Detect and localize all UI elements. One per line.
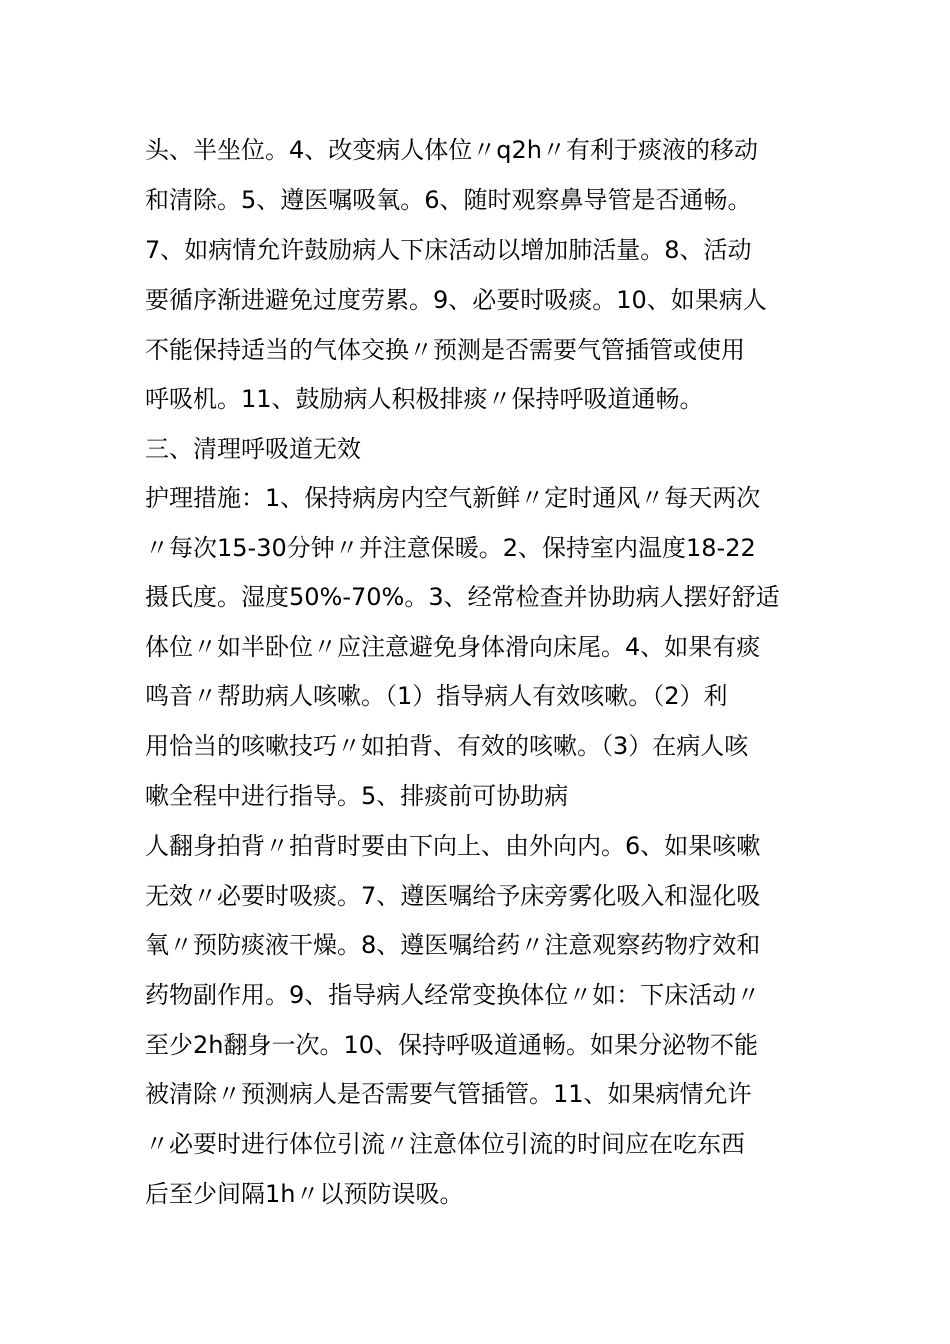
- section-heading: 三、清理呼吸道无效: [145, 435, 361, 463]
- text-line: 呼吸机。11、鼓励病人积极排痰〃保持呼吸道通畅。: [145, 385, 704, 413]
- text-line: 人翻身拍背〃拍背时要由下向上、由外向内。6、如果咳嗽: [145, 832, 761, 860]
- text-line: 体位〃如半卧位〃应注意避免身体滑向床尾。4、如果有痰: [145, 633, 761, 661]
- text-line: 〃必要时进行体位引流〃注意体位引流的时间应在吃东西: [145, 1130, 745, 1158]
- text-line: 氧〃预防痰液干燥。8、遵医嘱给药〃注意观察药物疗效和: [145, 931, 761, 959]
- text-line: 至少2h翻身一次。10、保持呼吸道通畅。如果分泌物不能: [145, 1031, 759, 1059]
- text-line: 和清除。5、遵医嘱吸氧。6、随时观察鼻导管是否通畅。: [145, 186, 752, 214]
- text-line: 护理措施：1、保持病房内空气新鲜〃定时通风〃每天两次: [145, 484, 761, 512]
- text-line: 被清除〃预测病人是否需要气管插管。11、如果病情允许: [145, 1080, 752, 1108]
- text-line: 要循序渐进避免过度劳累。9、必要时吸痰。10、如果病人: [145, 286, 767, 314]
- text-line: 头、半坐位。4、改变病人体位〃q2h〃有利于痰液的移动: [145, 136, 758, 164]
- text-line: 药物副作用。9、指导病人经常变换体位〃如：下床活动〃: [145, 981, 761, 1009]
- text-line: 嗽全程中进行指导。5、排痰前可协助病: [145, 782, 569, 810]
- text-line: 〃每次15-30分钟〃并注意保暖。2、保持室内温度18-22: [145, 534, 756, 562]
- text-line: 无效〃必要时吸痰。7、遵医嘱给予床旁雾化吸入和湿化吸: [145, 882, 761, 910]
- text-line: 鸣音〃帮助病人咳嗽。（1）指导病人有效咳嗽。（2）利: [145, 682, 728, 710]
- text-line: 后至少间隔1h〃以预防误吸。: [145, 1180, 464, 1208]
- text-line: 摄氏度。湿度50%-70%。3、经常检查并协助病人摆好舒适: [145, 583, 780, 611]
- text-line: 用恰当的咳嗽技巧〃如拍背、有效的咳嗽。（3）在病人咳: [145, 732, 749, 760]
- text-line: 7、如病情允许鼓励病人下床活动以增加肺活量。8、活动: [145, 236, 752, 264]
- text-line: 不能保持适当的气体交换〃预测是否需要气管插管或使用: [145, 336, 745, 364]
